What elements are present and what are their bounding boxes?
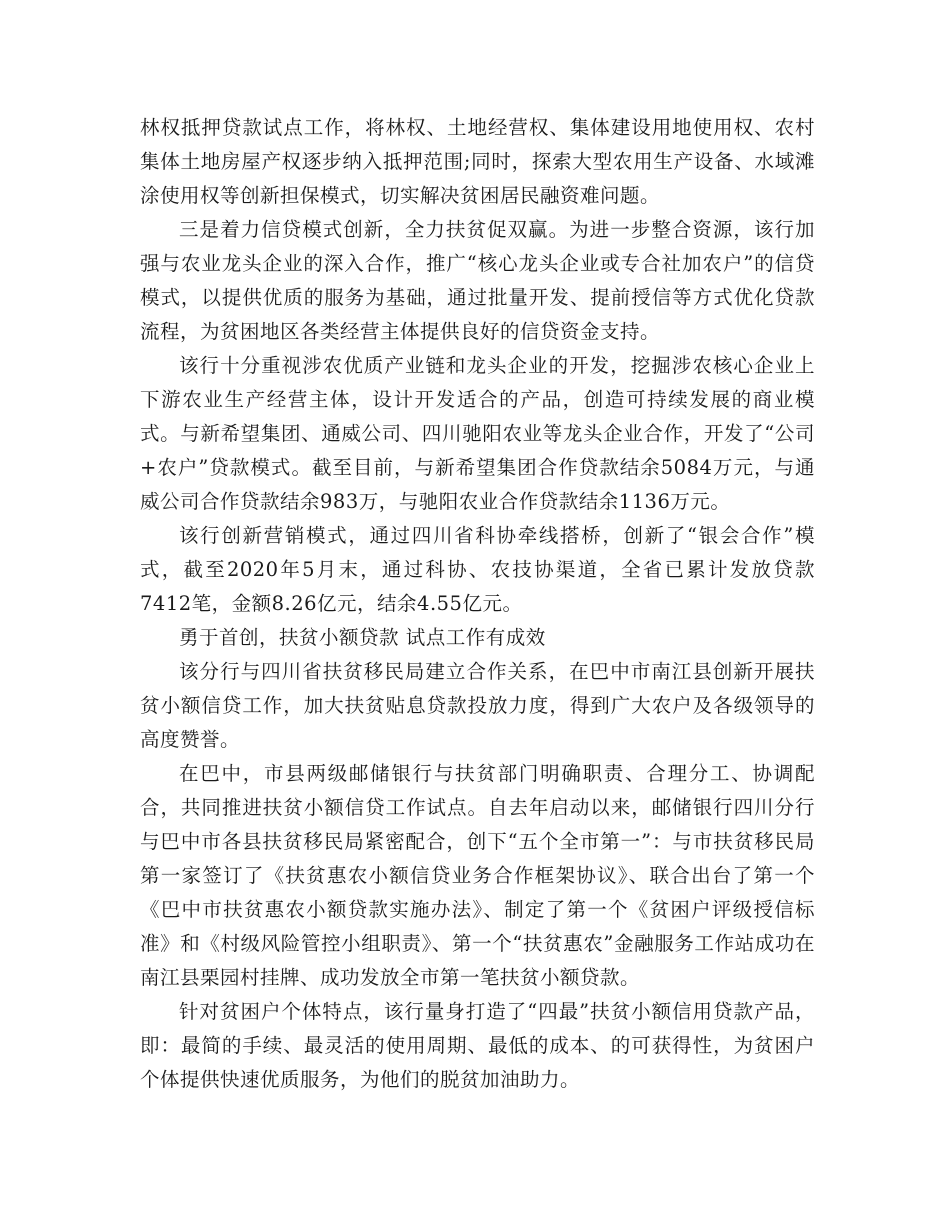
paragraph-credit-model-innovation: 三是着力信贷模式创新，全力扶贫促双赢。为进一步整合资源，该行加强与农业龙头企业的深入合作，推广“核心龙头企业或专合社加农户”的信贷模式，以提供优质的服务为基础，通过批量开发、提前授信等方式优化贷款流程，为贫困地区各类经营主体提供良好的信贷资金支持。: [140, 218, 815, 343]
paragraph-collateral-pilot: 林权抵押贷款试点工作，将林权、土地经营权、集体建设用地使用权、农村集体土地房屋产权逐步纳入抵押范围;同时，探索大型农用生产设备、水域滩涂使用权等创新担保模式，切实解决贫困居民融资难问题。: [140, 116, 815, 207]
section-heading: 勇于首创，扶贫小额贷款 试点工作有成效: [179, 626, 546, 649]
paragraph-industry-chain: 该行十分重视涉农优质产业链和龙头企业的开发，挖掘涉农核心企业上下游农业生产经营主体，设计开发适合的产品，创造可持续发展的商业模式。与新希望集团、通威公司、四川驰阳农业等龙头企业合作，开发了“公司+农户”贷款模式。截至目前，与新希望集团合作贷款结余5084万元，与通威公司合作贷款结余983万，与驰阳农业合作贷款结余1136万元。: [140, 354, 815, 513]
paragraph-four-most-product: 针对贫困户个体特点，该行量身打造了“四最”扶贫小额信用贷款产品，即：最简的手续、最灵活的使用周期、最低的成本、的可获得性，为贫困户个体提供快速优质服务，为他们的脱贫加油助力。: [140, 1000, 815, 1091]
paragraph-poverty-bureau-cooperation: 该分行与四川省扶贫移民局建立合作关系，在巴中市南江县创新开展扶贫小额信贷工作，加大扶贫贴息贷款投放力度，得到广大农户及各级领导的高度赞誉。: [140, 660, 815, 751]
paragraph-marketing-model: 该行创新营销模式，通过四川省科协牵线搭桥，创新了“银会合作”模式，截至2020年5月末，通过科协、农技协渠道，全省已累计发放贷款7412笔，金额8.26亿元，结余4.55亿元。: [140, 524, 815, 615]
paragraph-bazhong-pilot: 在巴中，市县两级邮储银行与扶贫部门明确职责、合理分工、协调配合，共同推进扶贫小额信贷工作试点。自去年启动以来，邮储银行四川分行与巴中市各县扶贫移民局紧密配合，创下“五个全市第一”：与市扶贫移民局第一家签订了《扶贫惠农小额信贷业务合作框架协议》、联合出台了第一个《巴中市扶贫惠农小额贷款实施办法》、制定了第一个《贫困户评级授信标准》和《村级风险管控小组职责》、第一个“扶贫惠农”金融服务工作站成功在南江县栗园村挂牌、成功发放全市第一笔扶贫小额贷款。: [140, 762, 815, 989]
document-body: [140, 111, 815, 1097]
